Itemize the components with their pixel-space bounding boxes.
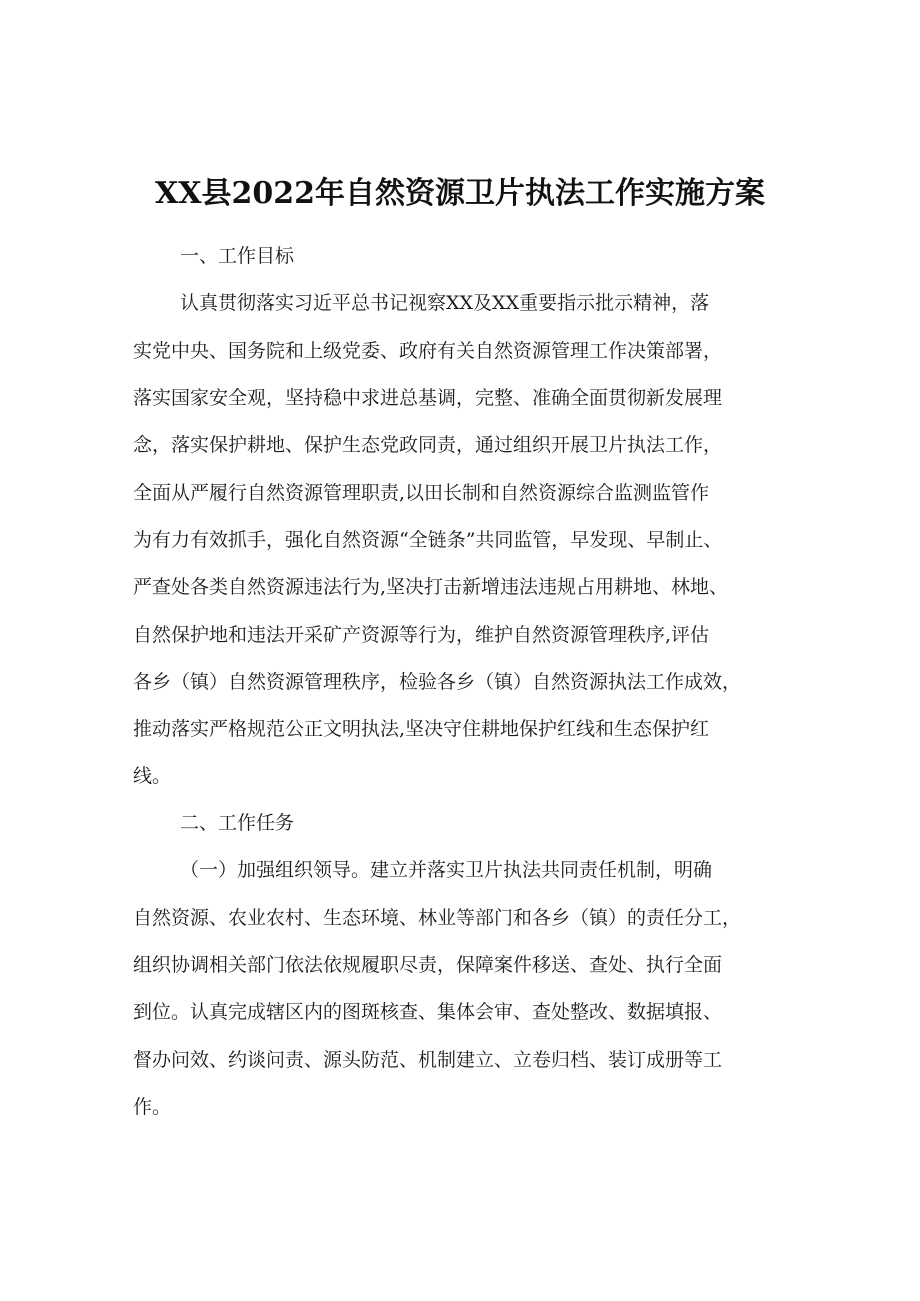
paragraph-line: 组织协调相关部门依法依规履职尽责，保障案件移送、查处、执行全面 — [133, 954, 723, 976]
section-heading-tasks: 二、工作任务 — [180, 812, 295, 834]
paragraph-line: 念，落实保护耕地、保护生态党政同责，通过组织开展卫片执法工作， — [133, 434, 723, 456]
paragraph-line: 推动落实严格规范公正文明执法,坚决守住耕地保护红线和生态保护红 — [133, 718, 710, 740]
paragraph-line: 各乡（镇）自然资源管理秩序，检验各乡（镇）自然资源执法工作成效， — [133, 671, 742, 693]
paragraph-line: 严查处各类自然资源违法行为,坚决打击新增违法违规占用耕地、林地、 — [133, 576, 729, 598]
paragraph-line: 督办问效、约谈问责、源头防范、机制建立、立卷归档、装订成册等工 — [133, 1049, 723, 1071]
paragraph-line: 认真贯彻落实习近平总书记视察XX及XX重要指示批示精神，落 — [180, 292, 710, 314]
paragraph-line: 为有力有效抓手，强化自然资源“全链条”共同监管，早发现、早制止、 — [133, 529, 723, 551]
paragraph-line: 落实国家安全观，坚持稳中求进总基调，完整、准确全面贯彻新发展理 — [133, 387, 723, 409]
paragraph-line: 自然资源、农业农村、生态环境、林业等部门和各乡（镇）的责任分工， — [133, 907, 742, 929]
paragraph-line: 作。 — [133, 1096, 172, 1118]
paragraph-line: （一）加强组织领导。建立并落实卫片执法共同责任机制，明确 — [180, 859, 713, 881]
paragraph-line: 线。 — [133, 765, 172, 787]
paragraph-line: 到位。认真完成辖区内的图斑核查、集体会审、查处整改、数据填报、 — [133, 1001, 723, 1023]
document-title: XX县2022年自然资源卫片执法工作实施方案 — [154, 176, 766, 211]
paragraph-line: 实党中央、国务院和上级党委、政府有关自然资源管理工作决策部署， — [133, 340, 723, 362]
paragraph-line: 自然保护地和违法开采矿产资源等行为，维护自然资源管理秩序,评估 — [133, 624, 710, 646]
paragraph-line: 全面从严履行自然资源管理职责,以田长制和自然资源综合监测监管作 — [133, 482, 710, 504]
section-heading-goals: 一、工作目标 — [180, 245, 295, 267]
